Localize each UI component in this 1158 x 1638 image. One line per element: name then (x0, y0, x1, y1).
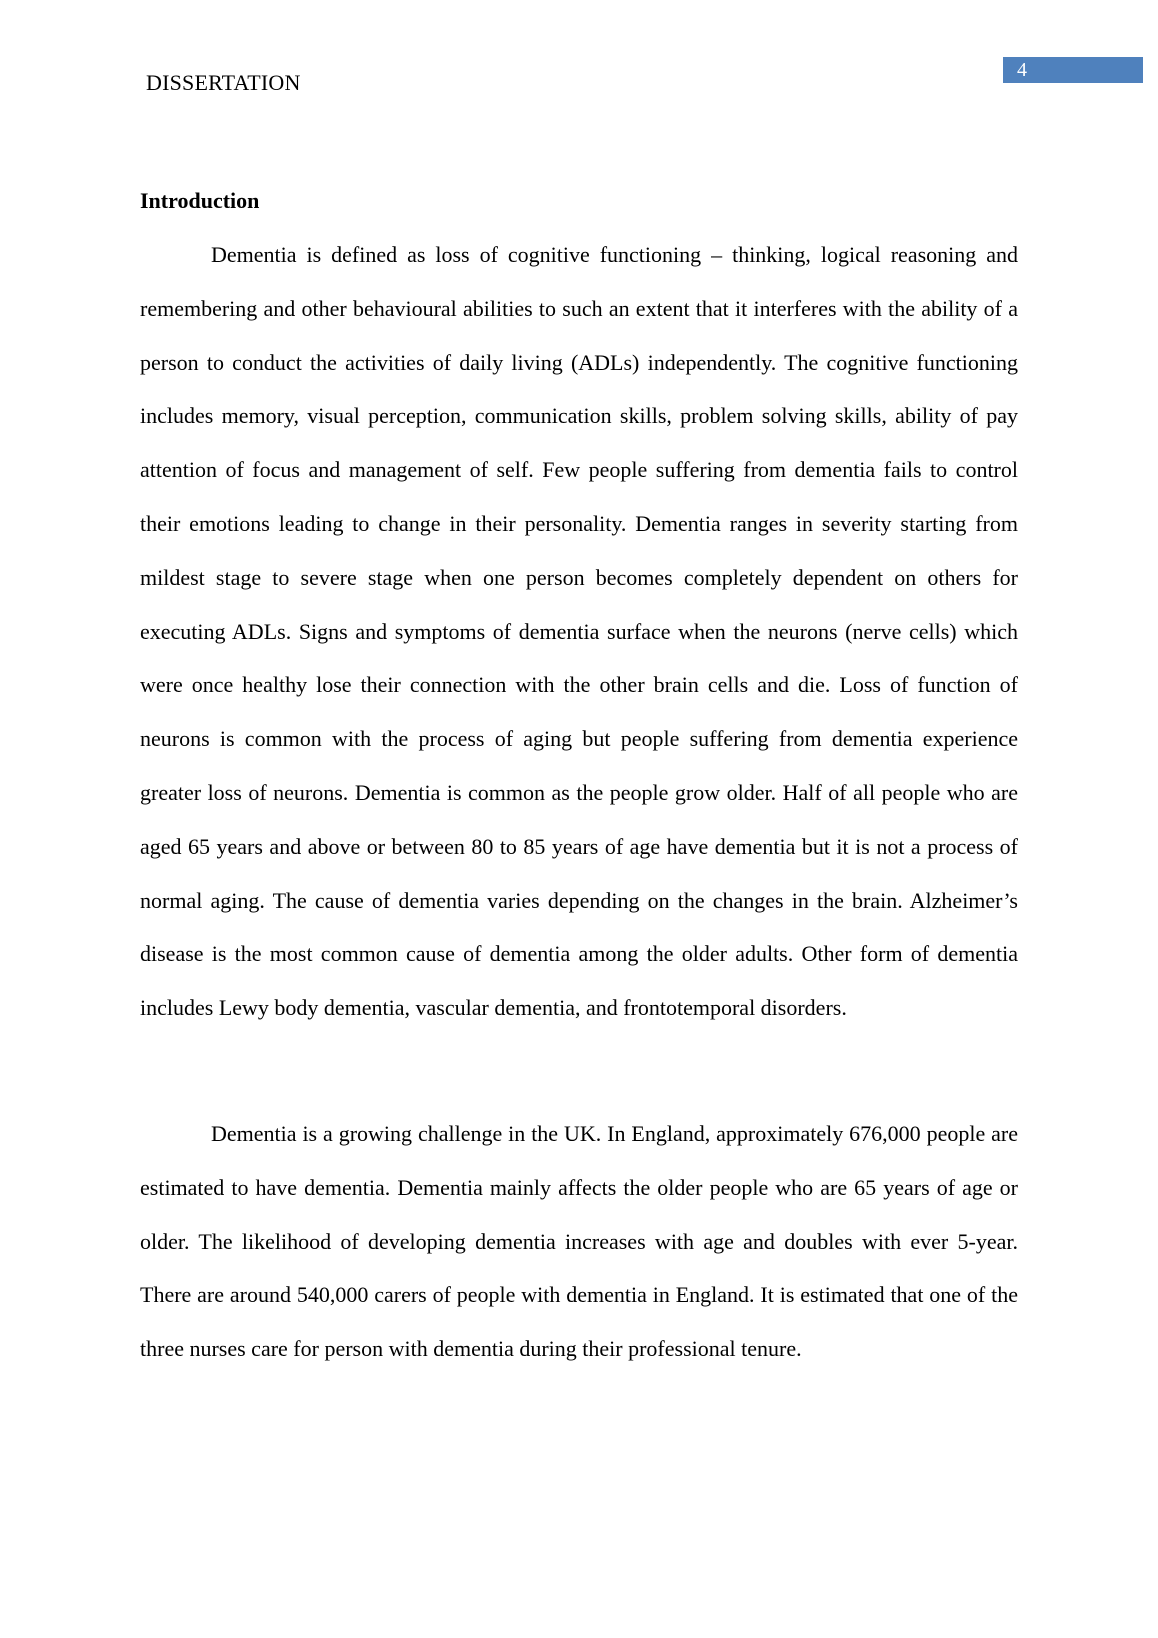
body-paragraph: Dementia is a growing challenge in the UK. In England, approximately 676,000 people are estimated to have dementia. Dementia mainly affects the older people who are 65 years of age or older. The likelihood of developing dementia increases with age and doubles with ever 5-year. There are around 540,000 carers of people with dementia in England. It is estimated that one of the three nurses care for person with dementia during their professional tenure. (140, 1121, 1018, 1362)
body-paragraph: Dementia is defined as loss of cognitive functioning – thinking, logical reasoning and remembering and other behavioural abilities to such an extent that it interferes with the ability of a person to conduct the activities of daily living (ADLs) independently. The cognitive functioning includes memory, visual perception, communication skills, problem solving skills, ability of pay attention of focus and management of self. Few people suffering from dementia fails to control their emotions leading to change in their personality. Dementia ranges in severity starting from mildest stage to severe stage when one person becomes completely dependent on others for executing ADLs. Signs and symptoms of dementia surface when the neurons (nerve cells) which were once healthy lose their connection with the other brain cells and die. Loss of function of neurons is common with the process of aging but people suffering from dementia experience greater loss of neurons. Dementia is common as the people grow older. Half of all people who are aged 65 years and above or between 80 to 85 years of age have dementia but it is not a process of normal aging. The cause of dementia varies depending on the changes in the brain. Alzheimer’s disease is the most common cause of dementia among the older adults. Other form of dementia includes Lewy body dementia, vascular dementia, and frontotemporal disorders. (140, 242, 1018, 1021)
section-heading: Introduction (140, 188, 260, 213)
running-head: DISSERTATION (146, 70, 301, 95)
page-number: 4 (1017, 59, 1027, 81)
page-number-box (1003, 57, 1143, 83)
